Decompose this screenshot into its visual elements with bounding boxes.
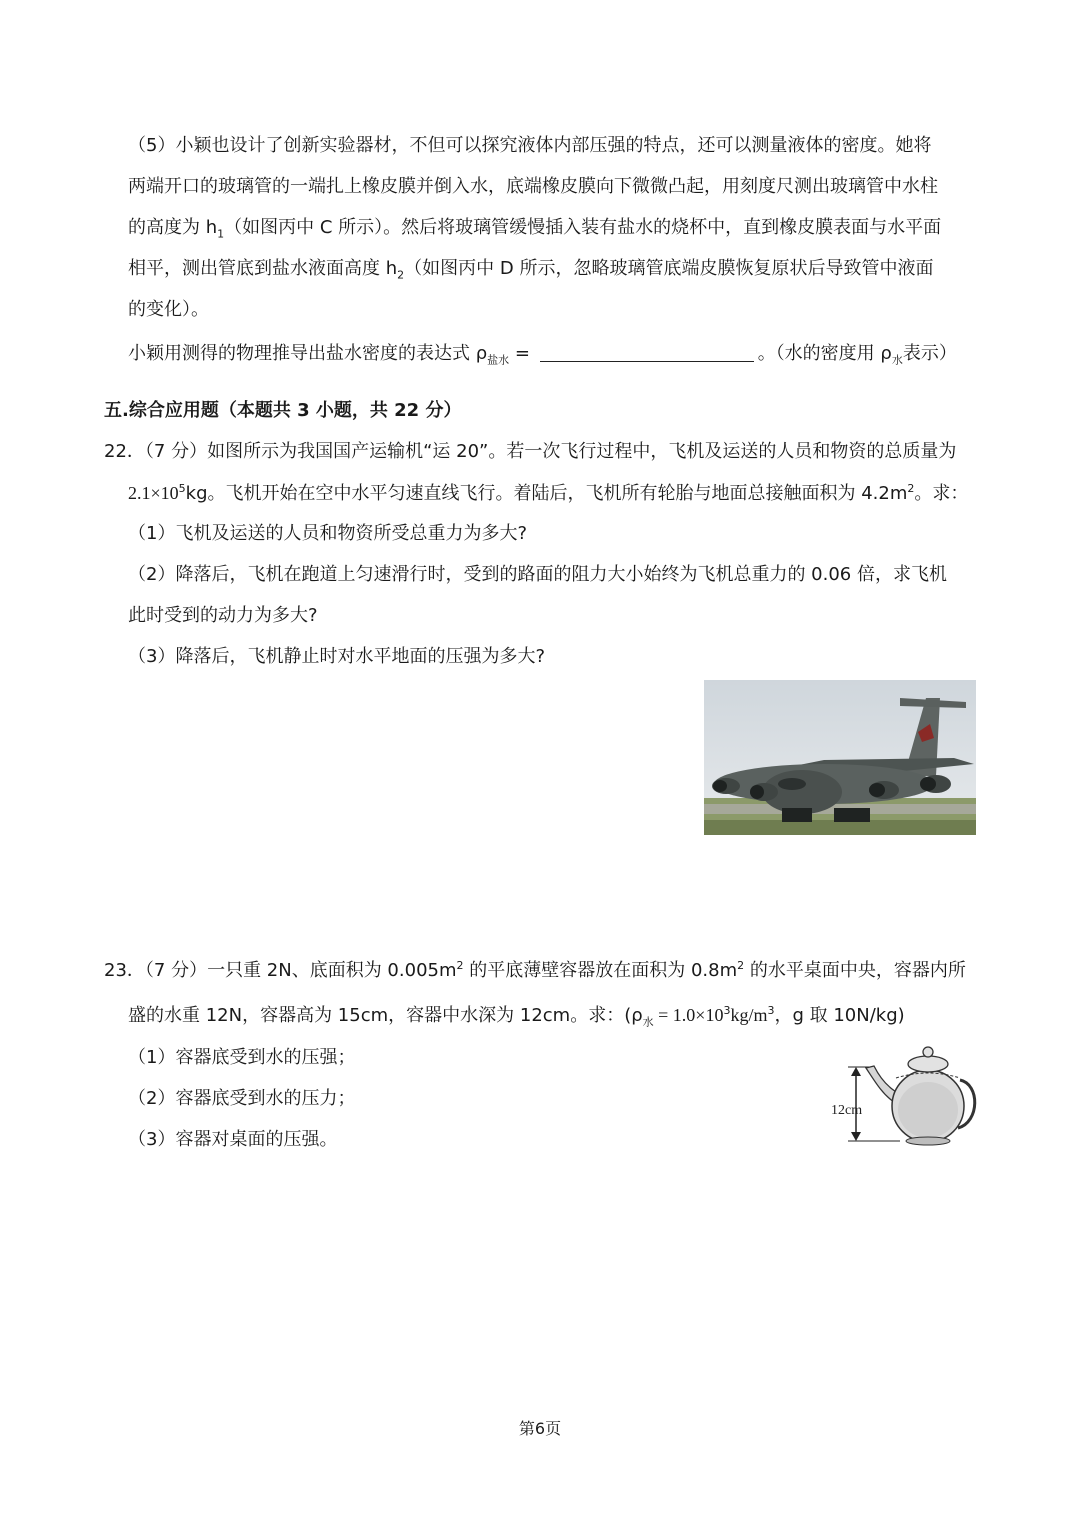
q22-stem-line2: [128, 481, 968, 506]
formula-prefix: 小颖用测得的物理推导出盐水密度的表达式 ρ: [128, 343, 488, 364]
q21-part5-line5: 的变化）。: [128, 299, 209, 320]
formula-eq: =: [509, 343, 536, 364]
q22-part2-line2: 此时受到的动力为多大?: [128, 605, 318, 626]
text-segment: 相平，测出管底到盐水液面高度 h: [128, 258, 398, 279]
exponent: 2: [907, 482, 915, 495]
q21-formula-line: [128, 342, 957, 366]
transport-aircraft-photo: [704, 680, 976, 835]
exponent: 5: [178, 482, 186, 495]
q22-stem-line1: 22．（7 分）如图所示为我国国产运输机“运 20”。若一次飞行过程中，飞机及运送的人员和物资的总质量为: [104, 441, 957, 462]
q22-part2-line1: （2）降落后，飞机在跑道上匀速滑行时，受到的路面的阻力大小始终为飞机总重力的 0.06 倍，求飞机: [128, 564, 947, 585]
q22-part3: （3）降落后，飞机静止时对水平地面的压强为多大?: [128, 646, 546, 667]
text-segment: 的水平桌面中央，容器内所: [744, 960, 966, 981]
text-segment: 的高度为 h: [128, 217, 218, 238]
q23-stem-line1: [104, 959, 966, 983]
depth-label: 12cm: [831, 1103, 863, 1118]
text-segment: 盛的水重 12N，容器高为 15cm，容器中水深为 12cm。求：(ρ: [128, 1005, 643, 1026]
text-segment: kg。飞机开始在空中水平匀速直线飞行。着陆后，飞机所有轮胎与地面总接触面积为 4.2m: [185, 483, 908, 504]
rho-subscript: 水: [642, 1015, 654, 1029]
rho-subscript: 盐水: [487, 353, 510, 367]
q21-part5-line2: 两端开口的玻璃管的一端扎上橡皮膜并倒入水，底端橡皮膜向下微微凸起，用刻度尺测出玻璃管中水柱: [128, 176, 938, 197]
q23-part1: （1）容器底受到水的压强；: [128, 1047, 356, 1068]
text-segment: （如图丙中 D 所示，忽略玻璃管底端皮膜恢复原状后导致管中液面: [404, 258, 934, 279]
q23-stem-line2: [128, 1003, 905, 1028]
teapot-figure: [830, 1040, 982, 1152]
q22-part1: （1）飞机及运送的人员和物资所受总重力为多大?: [128, 523, 528, 544]
formula-end: 表示）: [902, 343, 957, 364]
subscript-1: 1: [217, 227, 225, 241]
text-segment: 。求：: [914, 483, 969, 504]
exponent: 3: [767, 1004, 775, 1017]
text-segment: 2.1×10: [128, 483, 179, 503]
answer-blank[interactable]: [540, 343, 754, 362]
rho-water-subscript: 水: [891, 353, 903, 367]
exponent: 2: [456, 959, 464, 972]
text-segment: （如图丙中 C 所示）。然后将玻璃管缓慢插入装有盐水的烧杯中，直到橡皮膜表面与水平面: [224, 217, 942, 238]
text-segment: ，g 取 10N/kg): [774, 1005, 905, 1026]
text-segment: 23．（7 分）一只重 2N、底面积为 0.005m: [104, 960, 457, 981]
q23-part2: （2）容器底受到水的压力；: [128, 1088, 356, 1109]
q21-part5-line1: （5）小颖也设计了创新实验器材，不但可以探究液体内部压强的特点，还可以测量液体的密度。她将: [128, 135, 932, 156]
q21-part5-line4: [128, 257, 933, 281]
text-segment: kg/m: [730, 1005, 768, 1025]
section-title: 五.综合应用题（本题共 3 小题，共 22 分）: [104, 400, 462, 421]
exponent: 2: [737, 959, 745, 972]
exponent: 3: [723, 1004, 731, 1017]
text-segment: = 1.0×10: [653, 1005, 724, 1025]
text-segment: 的平底薄壁容器放在面积为 0.8m: [463, 960, 738, 981]
q23-part3: （3）容器对桌面的压强。: [128, 1129, 338, 1150]
page-number: 第6页: [518, 1419, 562, 1438]
formula-suffix: 。（水的密度用 ρ: [757, 343, 892, 364]
q21-part5-line3: [128, 216, 941, 240]
subscript-2: 2: [397, 268, 405, 282]
